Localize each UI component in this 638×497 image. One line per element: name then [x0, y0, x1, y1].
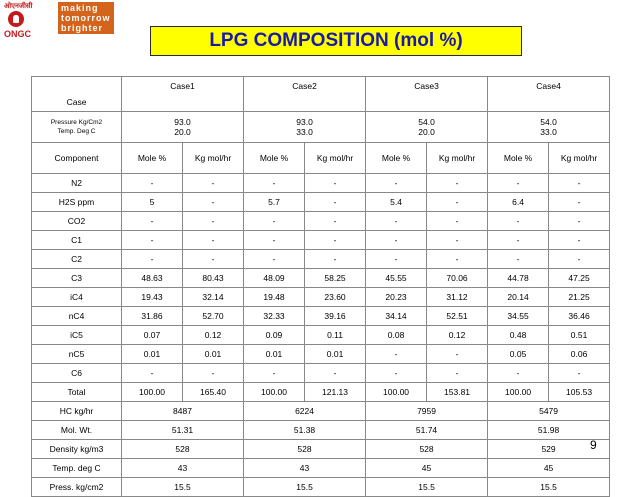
case-label: Case — [32, 77, 122, 112]
table-cell: - — [244, 174, 305, 193]
summary-cell: 15.5 — [122, 478, 244, 497]
summary-name: Press. kg/cm2 — [32, 478, 122, 497]
table-cell: 34.55 — [488, 307, 549, 326]
table-cell: - — [183, 231, 244, 250]
table-cell: 44.78 — [488, 269, 549, 288]
table-cell: - — [244, 364, 305, 383]
table-cell: - — [366, 250, 427, 269]
table-cell: 20.14 — [488, 288, 549, 307]
column-header: Mole % — [244, 143, 305, 174]
table-cell: - — [366, 364, 427, 383]
column-header: Mole % — [488, 143, 549, 174]
component-name: C1 — [32, 231, 122, 250]
table-cell: - — [183, 193, 244, 212]
table-row — [32, 364, 610, 383]
table-row — [32, 440, 610, 459]
table-cell: 32.33 — [244, 307, 305, 326]
case-header: Case3 — [366, 77, 488, 112]
table-cell: - — [488, 212, 549, 231]
table-cell: - — [427, 231, 488, 250]
table-cell: 21.25 — [549, 288, 610, 307]
table-cell: 45.55 — [366, 269, 427, 288]
table-cell: 100.00 — [244, 383, 305, 402]
table-cell: 6.4 — [488, 193, 549, 212]
table-cell: - — [122, 364, 183, 383]
summary-cell: 45 — [366, 459, 488, 478]
component-name: C2 — [32, 250, 122, 269]
summary-name: Density kg/m3 — [32, 440, 122, 459]
summary-cell: 15.5 — [488, 478, 610, 497]
component-rows — [32, 174, 610, 402]
table-cell: 0.01 — [305, 345, 366, 364]
table-cell: - — [183, 212, 244, 231]
table-cell: - — [488, 174, 549, 193]
table-cell: - — [549, 364, 610, 383]
table-cell: 70.06 — [427, 269, 488, 288]
table-cell: - — [305, 193, 366, 212]
ongc-logo — [2, 2, 122, 40]
condition-cell: 93.0 33.0 — [244, 112, 366, 143]
summary-cell: 15.5 — [366, 478, 488, 497]
table-cell: 0.09 — [244, 326, 305, 345]
table-cell: 48.63 — [122, 269, 183, 288]
table-cell: - — [305, 231, 366, 250]
table-cell: 165.40 — [183, 383, 244, 402]
component-name: CO2 — [32, 212, 122, 231]
table-cell: 0.08 — [366, 326, 427, 345]
title-banner — [150, 26, 522, 56]
table-cell: - — [122, 250, 183, 269]
component-name: Total — [32, 383, 122, 402]
tagline-line: brighter — [61, 23, 104, 33]
summary-cell: 6224 — [244, 402, 366, 421]
table-cell: - — [305, 250, 366, 269]
table-row — [32, 383, 610, 402]
table-cell: 52.70 — [183, 307, 244, 326]
summary-cell: 528 — [122, 440, 244, 459]
table-cell: - — [549, 212, 610, 231]
table-cell: - — [427, 174, 488, 193]
summary-cell: 51.74 — [366, 421, 488, 440]
table-cell: 20.23 — [366, 288, 427, 307]
table-row — [32, 478, 610, 497]
column-header: Kg mol/hr — [305, 143, 366, 174]
summary-cell: 528 — [366, 440, 488, 459]
summary-cell: 5479 — [488, 402, 610, 421]
table-row — [32, 326, 610, 345]
table-cell: 5.4 — [366, 193, 427, 212]
column-header: Kg mol/hr — [427, 143, 488, 174]
component-name: C6 — [32, 364, 122, 383]
table-cell: 47.25 — [549, 269, 610, 288]
column-header: Kg mol/hr — [183, 143, 244, 174]
component-name: H2S ppm — [32, 193, 122, 212]
table-row — [32, 269, 610, 288]
table-cell: - — [122, 231, 183, 250]
table-cell: - — [122, 212, 183, 231]
case-header: Case4 — [488, 77, 610, 112]
component-name: C3 — [32, 269, 122, 288]
table-cell: - — [366, 345, 427, 364]
table-cell: - — [549, 250, 610, 269]
summary-cell: 7959 — [366, 402, 488, 421]
table-cell: - — [183, 174, 244, 193]
table-cell: 34.14 — [366, 307, 427, 326]
column-header: Mole % — [122, 143, 183, 174]
component-header: Component — [32, 143, 122, 174]
table-row — [32, 402, 610, 421]
table-row — [32, 307, 610, 326]
table-cell: - — [488, 250, 549, 269]
condition-cell: 54.0 33.0 — [488, 112, 610, 143]
table-cell: - — [305, 174, 366, 193]
component-name: N2 — [32, 174, 122, 193]
table-row — [32, 193, 610, 212]
table-row — [32, 421, 610, 440]
table-cell: 100.00 — [366, 383, 427, 402]
logo-text: ONGC — [4, 29, 31, 39]
table-header-conditions — [32, 112, 610, 143]
table-cell: 0.01 — [183, 345, 244, 364]
table-cell: - — [549, 231, 610, 250]
table-cell: 32.14 — [183, 288, 244, 307]
summary-name: HC kg/hr — [32, 402, 122, 421]
table-cell: 48.09 — [244, 269, 305, 288]
table-cell: 5.7 — [244, 193, 305, 212]
table-cell: - — [427, 250, 488, 269]
summary-name: Temp. deg C — [32, 459, 122, 478]
summary-cell: 528 — [244, 440, 366, 459]
component-name: iC4 — [32, 288, 122, 307]
table-cell: - — [122, 174, 183, 193]
table-cell: 80.43 — [183, 269, 244, 288]
table-cell: 0.06 — [549, 345, 610, 364]
table-cell: - — [427, 212, 488, 231]
table-cell: 0.12 — [183, 326, 244, 345]
table-cell: - — [427, 193, 488, 212]
case-header: Case2 — [244, 77, 366, 112]
table-cell: 100.00 — [488, 383, 549, 402]
table-cell: - — [427, 364, 488, 383]
table-cell: 153.81 — [427, 383, 488, 402]
table-row — [32, 288, 610, 307]
table-cell: - — [366, 212, 427, 231]
table-cell: 52.51 — [427, 307, 488, 326]
condition-label: Pressure Kg/Cm2 Temp. Deg C — [32, 112, 122, 143]
page-title: LPG COMPOSITION (mol %) — [209, 30, 463, 51]
table-cell: 39.16 — [305, 307, 366, 326]
table-cell: - — [244, 250, 305, 269]
logo-tagline — [58, 2, 114, 34]
table-row — [32, 250, 610, 269]
tagline-line: making — [61, 3, 99, 13]
summary-cell: 43 — [122, 459, 244, 478]
summary-cell: 529 — [488, 440, 610, 459]
table-row — [32, 459, 610, 478]
table-cell: - — [549, 193, 610, 212]
table-cell: 0.01 — [244, 345, 305, 364]
table-cell: 19.43 — [122, 288, 183, 307]
lpg-composition-table — [31, 76, 610, 497]
summary-cell: 8487 — [122, 402, 244, 421]
table-cell: 0.07 — [122, 326, 183, 345]
table-header-cases — [32, 77, 610, 112]
logo-hindi-text: ओएनजीसी — [4, 3, 33, 10]
table-cell: 0.12 — [427, 326, 488, 345]
summary-cell: 51.31 — [122, 421, 244, 440]
summary-cell: 45 — [488, 459, 610, 478]
table-cell: 0.48 — [488, 326, 549, 345]
table-cell: - — [366, 174, 427, 193]
component-name: nC5 — [32, 345, 122, 364]
component-name: iC5 — [32, 326, 122, 345]
summary-name: Mol. Wt. — [32, 421, 122, 440]
condition-cell: 54.0 20.0 — [366, 112, 488, 143]
table-cell: - — [305, 364, 366, 383]
summary-cell: 51.98 — [488, 421, 610, 440]
table-row — [32, 345, 610, 364]
column-header: Mole % — [366, 143, 427, 174]
table-row — [32, 231, 610, 250]
table-cell: - — [366, 231, 427, 250]
table-cell: - — [549, 174, 610, 193]
table-cell: - — [427, 345, 488, 364]
condition-cell: 93.0 20.0 — [122, 112, 244, 143]
table-cell: - — [305, 212, 366, 231]
page-number: 9 — [590, 438, 597, 452]
table-cell: 0.05 — [488, 345, 549, 364]
table-row — [32, 174, 610, 193]
table-header-columns — [32, 143, 610, 174]
table-cell: 5 — [122, 193, 183, 212]
table-cell: 31.86 — [122, 307, 183, 326]
table-cell: - — [488, 231, 549, 250]
table-cell: - — [244, 212, 305, 231]
summary-cell: 51.38 — [244, 421, 366, 440]
table-cell: 31.12 — [427, 288, 488, 307]
table-cell: 23.60 — [305, 288, 366, 307]
table-cell: 0.01 — [122, 345, 183, 364]
table-cell: 0.11 — [305, 326, 366, 345]
ongc-flame-icon — [8, 11, 24, 27]
table-cell: 100.00 — [122, 383, 183, 402]
table-cell: 58.25 — [305, 269, 366, 288]
summary-cell: 43 — [244, 459, 366, 478]
table-cell: - — [244, 231, 305, 250]
table-cell: 105.53 — [549, 383, 610, 402]
column-header: Kg mol/hr — [549, 143, 610, 174]
summary-rows — [32, 402, 610, 497]
component-name: nC4 — [32, 307, 122, 326]
table-cell: - — [183, 364, 244, 383]
table-cell: 121.13 — [305, 383, 366, 402]
table-cell: 0.51 — [549, 326, 610, 345]
table-cell: - — [183, 250, 244, 269]
table-cell: 19.48 — [244, 288, 305, 307]
tagline-line: tomorrow — [61, 13, 111, 23]
table-row — [32, 212, 610, 231]
summary-cell: 15.5 — [244, 478, 366, 497]
case-header: Case1 — [122, 77, 244, 112]
table-cell: - — [488, 364, 549, 383]
table-cell: 36.46 — [549, 307, 610, 326]
